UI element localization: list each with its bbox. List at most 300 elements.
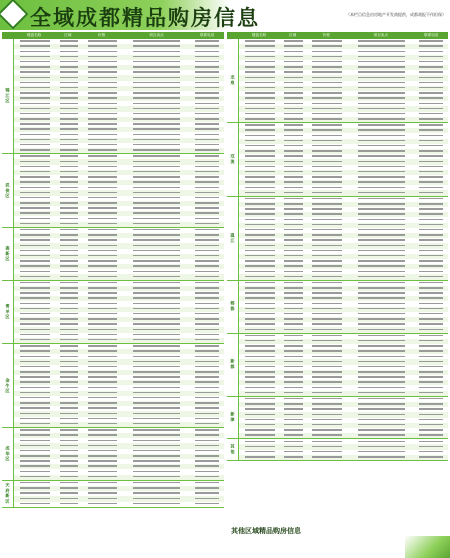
text-placeholder [284, 340, 302, 341]
text-placeholder [133, 423, 180, 424]
text-placeholder [419, 308, 443, 309]
text-placeholder [419, 51, 443, 52]
text-placeholder [195, 265, 219, 266]
text-placeholder [419, 40, 443, 41]
text-placeholder [284, 303, 302, 304]
text-placeholder [20, 361, 50, 362]
text-placeholder [195, 476, 219, 477]
text-placeholder [88, 445, 118, 446]
text-placeholder [133, 303, 180, 304]
text-placeholder [195, 77, 219, 78]
text-placeholder [419, 66, 443, 67]
table-header [2, 32, 224, 39]
text-placeholder [245, 181, 275, 182]
text-placeholder [88, 339, 118, 340]
text-placeholder [60, 292, 78, 293]
text-placeholder [195, 350, 219, 351]
text-placeholder [195, 482, 219, 483]
text-placeholder [312, 323, 342, 324]
text-placeholder [133, 255, 180, 256]
text-placeholder [20, 144, 50, 145]
listing-cell [124, 422, 191, 427]
text-placeholder [20, 356, 50, 357]
text-placeholder [245, 313, 275, 314]
text-placeholder [20, 476, 50, 477]
text-placeholder [312, 271, 342, 272]
text-placeholder [60, 123, 78, 124]
text-placeholder [133, 202, 180, 203]
text-placeholder [358, 198, 405, 199]
text-placeholder [358, 429, 405, 430]
text-placeholder [20, 440, 50, 441]
text-placeholder [284, 376, 302, 377]
text-placeholder [133, 212, 180, 213]
text-placeholder [133, 413, 180, 414]
text-placeholder [284, 203, 302, 204]
text-placeholder [88, 166, 118, 167]
text-placeholder [245, 303, 275, 304]
text-placeholder [358, 308, 405, 309]
listing-cell [124, 274, 191, 279]
text-placeholder [88, 329, 118, 330]
text-placeholder [419, 171, 443, 172]
text-placeholder [60, 308, 78, 309]
text-placeholder [133, 356, 180, 357]
text-placeholder [419, 135, 443, 136]
text-placeholder [312, 166, 342, 167]
text-placeholder [133, 287, 180, 288]
text-placeholder [88, 366, 118, 367]
text-placeholder [88, 471, 118, 472]
text-placeholder [195, 392, 219, 393]
text-placeholder [245, 446, 275, 447]
text-placeholder [20, 339, 50, 340]
text-placeholder [419, 451, 443, 452]
text-placeholder [20, 429, 50, 430]
text-placeholder [284, 345, 302, 346]
listing-cell [414, 327, 448, 332]
text-placeholder [358, 187, 405, 188]
text-placeholder [20, 128, 50, 129]
text-placeholder [60, 498, 78, 499]
text-placeholder [358, 71, 405, 72]
column-header: 楼盘名称 [26, 33, 42, 37]
text-placeholder [312, 398, 342, 399]
text-placeholder [312, 198, 342, 199]
district-label: 高新区 [2, 228, 14, 280]
text-placeholder [312, 456, 342, 457]
text-placeholder [245, 350, 275, 351]
text-placeholder [245, 271, 275, 272]
text-placeholder [88, 51, 118, 52]
listing-cell [56, 502, 82, 507]
text-placeholder [358, 398, 405, 399]
text-placeholder [419, 456, 443, 457]
text-placeholder [245, 361, 275, 362]
text-placeholder [195, 144, 219, 145]
text-placeholder [88, 71, 118, 72]
text-placeholder [419, 245, 443, 246]
text-placeholder [133, 161, 180, 162]
text-placeholder [245, 150, 275, 151]
text-placeholder [60, 245, 78, 246]
text-placeholder [88, 413, 118, 414]
district-label: 成华区 [2, 428, 14, 480]
text-placeholder [195, 308, 219, 309]
text-placeholder [245, 340, 275, 341]
text-placeholder [312, 56, 342, 57]
listing-cell [348, 433, 414, 438]
text-placeholder [195, 250, 219, 251]
listing-cell [414, 433, 448, 438]
text-placeholder [88, 334, 118, 335]
text-placeholder [195, 45, 219, 46]
text-placeholder [60, 418, 78, 419]
text-placeholder [195, 445, 219, 446]
text-placeholder [20, 455, 50, 456]
text-placeholder [133, 265, 180, 266]
text-placeholder [358, 229, 405, 230]
text-placeholder [60, 103, 78, 104]
text-placeholder [245, 82, 275, 83]
text-placeholder [20, 460, 50, 461]
text-placeholder [284, 155, 302, 156]
text-placeholder [312, 419, 342, 420]
text-placeholder [60, 218, 78, 219]
text-placeholder [284, 441, 302, 442]
text-placeholder [88, 250, 118, 251]
text-placeholder [88, 103, 118, 104]
text-placeholder [195, 381, 219, 382]
text-placeholder [284, 187, 302, 188]
text-placeholder [312, 446, 342, 447]
text-placeholder [358, 250, 405, 251]
text-placeholder [20, 239, 50, 240]
text-placeholder [195, 271, 219, 272]
text-placeholder [245, 308, 275, 309]
text-placeholder [419, 140, 443, 141]
text-placeholder [312, 234, 342, 235]
text-placeholder [60, 487, 78, 488]
text-placeholder [88, 92, 118, 93]
listing-row [239, 433, 448, 438]
text-placeholder [195, 87, 219, 88]
text-placeholder [358, 381, 405, 382]
text-placeholder [419, 265, 443, 266]
text-placeholder [245, 265, 275, 266]
other-regions-title: 其他区域精品购房信息 [227, 526, 448, 536]
text-placeholder [88, 271, 118, 272]
text-placeholder [312, 108, 342, 109]
text-placeholder [245, 239, 275, 240]
text-placeholder [88, 223, 118, 224]
text-placeholder [358, 271, 405, 272]
text-placeholder [312, 429, 342, 430]
text-placeholder [284, 234, 302, 235]
text-placeholder [284, 403, 302, 404]
text-placeholder [60, 345, 78, 346]
listing-row [14, 274, 224, 279]
text-placeholder [133, 245, 180, 246]
text-placeholder [88, 308, 118, 309]
text-placeholder [312, 203, 342, 204]
text-placeholder [358, 434, 405, 435]
text-placeholder [195, 282, 219, 283]
text-placeholder [60, 212, 78, 213]
text-placeholder [358, 124, 405, 125]
text-placeholder [284, 118, 302, 119]
text-placeholder [419, 208, 443, 209]
text-placeholder [419, 376, 443, 377]
text-placeholder [20, 171, 50, 172]
listing-cell [56, 422, 82, 427]
text-placeholder [60, 51, 78, 52]
text-placeholder [312, 265, 342, 266]
text-placeholder [312, 187, 342, 188]
text-placeholder [133, 87, 180, 88]
listing-cell [306, 433, 348, 438]
text-placeholder [284, 408, 302, 409]
text-placeholder [195, 361, 219, 362]
text-placeholder [88, 265, 118, 266]
text-placeholder [245, 403, 275, 404]
text-placeholder [133, 197, 180, 198]
text-placeholder [419, 203, 443, 204]
text-placeholder [195, 434, 219, 435]
text-placeholder [20, 418, 50, 419]
text-placeholder [195, 118, 219, 119]
text-placeholder [133, 144, 180, 145]
text-placeholder [195, 134, 219, 135]
text-placeholder [88, 197, 118, 198]
text-placeholder [20, 487, 50, 488]
text-placeholder [245, 419, 275, 420]
text-placeholder [195, 376, 219, 377]
text-placeholder [88, 423, 118, 424]
text-placeholder [419, 424, 443, 425]
text-placeholder [88, 387, 118, 388]
text-placeholder [312, 224, 342, 225]
text-placeholder [133, 465, 180, 466]
text-placeholder [195, 318, 219, 319]
text-placeholder [245, 171, 275, 172]
text-placeholder [284, 51, 302, 52]
text-placeholder [358, 56, 405, 57]
text-placeholder [245, 250, 275, 251]
text-placeholder [20, 123, 50, 124]
text-placeholder [88, 123, 118, 124]
text-placeholder [419, 198, 443, 199]
text-placeholder [20, 197, 50, 198]
text-placeholder [358, 245, 405, 246]
text-placeholder [419, 441, 443, 442]
text-placeholder [284, 224, 302, 225]
text-placeholder [60, 139, 78, 140]
text-placeholder [88, 498, 118, 499]
text-placeholder [358, 51, 405, 52]
text-placeholder [88, 234, 118, 235]
text-placeholder [358, 181, 405, 182]
district-label: 双流 [227, 123, 239, 196]
text-placeholder [245, 287, 275, 288]
text-placeholder [60, 260, 78, 261]
text-placeholder [284, 92, 302, 93]
text-placeholder [419, 387, 443, 388]
text-placeholder [20, 397, 50, 398]
text-placeholder [88, 318, 118, 319]
text-placeholder [312, 171, 342, 172]
text-placeholder [20, 465, 50, 466]
text-placeholder [312, 103, 342, 104]
text-placeholder [419, 345, 443, 346]
text-placeholder [133, 345, 180, 346]
text-placeholder [133, 77, 180, 78]
text-placeholder [195, 123, 219, 124]
text-placeholder [88, 113, 118, 114]
text-placeholder [60, 176, 78, 177]
text-placeholder [133, 366, 180, 367]
text-placeholder [195, 440, 219, 441]
listing-row [239, 190, 448, 195]
text-placeholder [20, 245, 50, 246]
listing-cell [348, 455, 414, 460]
text-placeholder [60, 361, 78, 362]
text-placeholder [60, 187, 78, 188]
district-section [2, 481, 224, 508]
text-placeholder [60, 381, 78, 382]
text-placeholder [358, 441, 405, 442]
text-placeholder [60, 471, 78, 472]
district-label: 其他 [227, 439, 239, 460]
listing-cell [281, 117, 306, 122]
text-placeholder [245, 208, 275, 209]
text-placeholder [60, 61, 78, 62]
text-placeholder [284, 145, 302, 146]
text-placeholder [419, 56, 443, 57]
text-placeholder [358, 387, 405, 388]
district-section [2, 154, 224, 228]
corner-decoration [405, 536, 450, 558]
text-placeholder [195, 176, 219, 177]
listing-cell [306, 391, 348, 396]
text-placeholder [60, 455, 78, 456]
text-placeholder [245, 292, 275, 293]
text-placeholder [195, 334, 219, 335]
text-placeholder [284, 140, 302, 141]
text-placeholder [312, 371, 342, 372]
text-placeholder [312, 97, 342, 98]
text-placeholder [358, 318, 405, 319]
text-placeholder [358, 208, 405, 209]
text-placeholder [88, 245, 118, 246]
text-placeholder [88, 492, 118, 493]
text-placeholder [195, 323, 219, 324]
text-placeholder [245, 323, 275, 324]
text-placeholder [358, 171, 405, 172]
text-placeholder [245, 387, 275, 388]
text-placeholder [419, 145, 443, 146]
text-placeholder [358, 350, 405, 351]
text-placeholder [245, 198, 275, 199]
text-placeholder [133, 313, 180, 314]
text-placeholder [419, 287, 443, 288]
text-placeholder [245, 77, 275, 78]
text-placeholder [20, 392, 50, 393]
text-placeholder [419, 192, 443, 193]
listing-cell [124, 502, 191, 507]
text-placeholder [245, 335, 275, 336]
text-placeholder [60, 476, 78, 477]
text-placeholder [133, 450, 180, 451]
text-placeholder [419, 155, 443, 156]
text-placeholder [60, 392, 78, 393]
text-placeholder [88, 118, 118, 119]
listing-cell [190, 148, 224, 153]
text-placeholder [284, 166, 302, 167]
listing-cell [348, 190, 414, 195]
text-placeholder [60, 445, 78, 446]
text-placeholder [419, 45, 443, 46]
text-placeholder [195, 492, 219, 493]
text-placeholder [284, 366, 302, 367]
text-placeholder [312, 145, 342, 146]
text-placeholder [358, 61, 405, 62]
text-placeholder [133, 392, 180, 393]
text-placeholder [358, 408, 405, 409]
column-header: 项目卖点 [373, 33, 388, 37]
text-placeholder [60, 71, 78, 72]
text-placeholder [195, 423, 219, 424]
listing-row [239, 274, 448, 279]
text-placeholder [284, 260, 302, 261]
text-placeholder [60, 118, 78, 119]
text-placeholder [133, 434, 180, 435]
text-placeholder [419, 361, 443, 362]
text-placeholder [419, 335, 443, 336]
text-placeholder [133, 282, 180, 283]
listing-cell [14, 338, 56, 343]
text-placeholder [88, 97, 118, 98]
listing-cell [56, 274, 82, 279]
text-placeholder [88, 397, 118, 398]
text-placeholder [284, 451, 302, 452]
text-placeholder [133, 103, 180, 104]
column-header: 区域 [64, 33, 72, 37]
district-label: 龙泉 [227, 39, 239, 122]
text-placeholder [195, 407, 219, 408]
text-placeholder [60, 450, 78, 451]
text-placeholder [20, 387, 50, 388]
text-placeholder [20, 297, 50, 298]
district-label: 新都 [227, 334, 239, 396]
text-placeholder [60, 440, 78, 441]
text-placeholder [20, 287, 50, 288]
text-placeholder [312, 303, 342, 304]
text-placeholder [60, 82, 78, 83]
text-placeholder [312, 150, 342, 151]
district-label: 天府新区 [2, 481, 14, 507]
text-placeholder [419, 398, 443, 399]
text-placeholder [195, 455, 219, 456]
text-placeholder [245, 108, 275, 109]
text-placeholder [245, 192, 275, 193]
text-placeholder [284, 265, 302, 266]
text-placeholder [245, 224, 275, 225]
text-placeholder [284, 371, 302, 372]
text-placeholder [88, 345, 118, 346]
listing-cell [239, 433, 281, 438]
text-placeholder [312, 71, 342, 72]
